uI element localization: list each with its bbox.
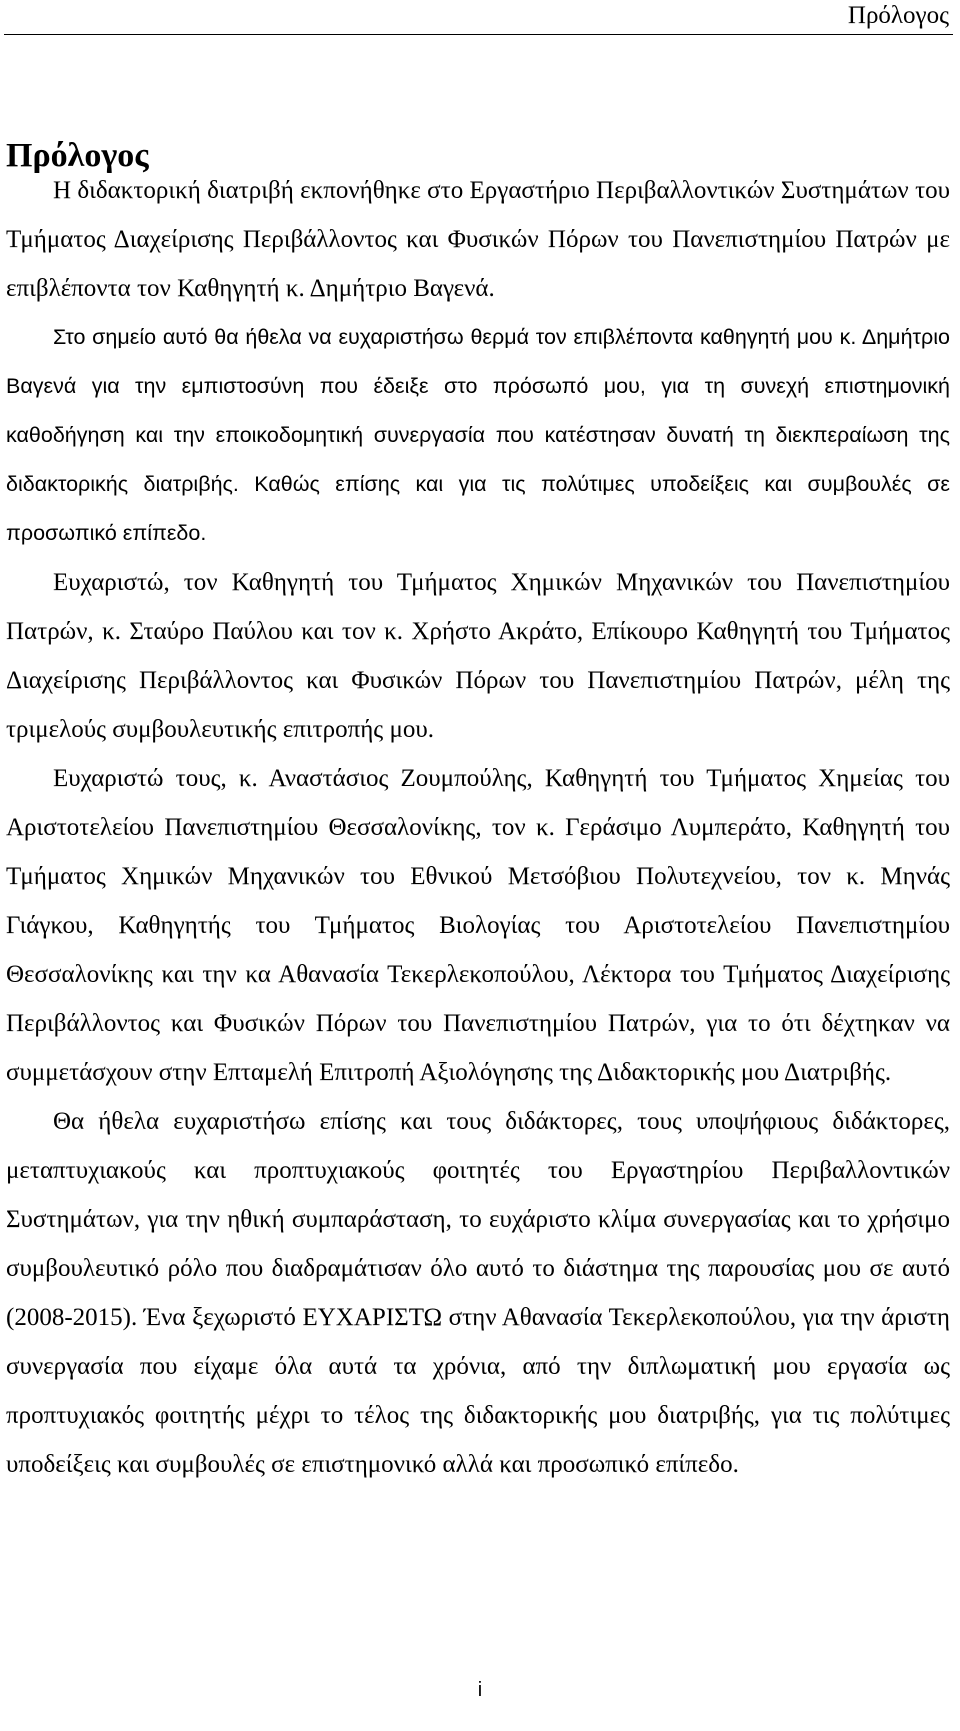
chapter-title: Πρόλογος xyxy=(6,137,149,174)
running-header xyxy=(4,0,953,35)
running-header-title: Πρόλογος xyxy=(847,2,949,29)
paragraph-thesis-intro: Η διδακτορική διατριβή εκπονήθηκε στο Εργαστήριο Περιβαλλοντικών Συστημάτων του Τμήματος Διαχείρισης Περιβάλλοντος και Φυσικών Πόρων του Πανεπιστημίου Πατρών με επιβλέποντα τον Καθηγητή κ. Δημήτριο Βαγενά. xyxy=(6,177,950,302)
paragraph-thanks-examiners: Ευχαριστώ τους, κ. Αναστάσιος Ζουμπούλης, Καθηγητή του Τμήματος Χημείας του Αριστοτελείου Πανεπιστημίου Θεσσαλονίκης, τον κ. Γεράσιμο Λυμπεράτο, Καθηγητή του Τμήματος Χημικών Μηχανικών του Εθνικού Μετσόβιου Πολυτεχνείου, τον κ. Μηνάς Γιάγκου, Καθηγητής του Τμήματος Βιολογίας του Αριστοτελείου Πανεπιστημίου Θεσσαλονίκης και την κα Αθανασία Τεκερλεκοπούλου, Λέκτορα του Τμήματος Διαχείρισης Περιβάλλοντος και Φυσικών Πόρων του Πανεπιστημίου Πατρών, για το ότι δέχτηκαν να συμμετάσχουν στην Επταμελή Επιτροπή Αξιολόγησης της Διδακτορικής μου Διατριβής. xyxy=(6,765,950,1086)
paragraph-thanks-colleagues: Θα ήθελα ευχαριστήσω επίσης και τους διδάκτορες, τους υποψήφιους διδάκτορες, μεταπτυχιακούς και προπτυχιακούς φοιτητές του Εργαστηρίου Περιβαλλοντικών Συστημάτων, για την ηθική συμπαράσταση, το ευχάριστο κλίμα συνεργασίας και το χρήσιμο συμβουλευτικό ρόλο που διαδραμάτισαν όλο αυτό το διάστημα της παρουσίας μου σε αυτό (2008-2015). Ένα ξεχωριστό ΕΥΧΑΡΙΣΤΩ στην Αθανασία Τεκερλεκοπούλου, για την άριστη συνεργασία που είχαμε όλα αυτά τα χρόνια, από την διπλωματική μου εργασία ως προπτυχιακός φοιτητής μέχρι το τέλος της διδακτορικής μου διατριβής, για τις πολύτιμες υποδείξεις και συμβουλές σε επιστημονικό αλλά και προσωπικό επίπεδο. xyxy=(6,1108,950,1478)
page-number: i xyxy=(477,1679,483,1701)
body-text xyxy=(6,166,950,1489)
paragraph-thanks-supervisor: Στο σημείο αυτό θα ήθελα να ευχαριστήσω θερμά τον επιβλέποντα καθηγητή μου κ. Δημήτριο Βαγενά για την εμπιστοσύνη που έδειξε στο πρόσωπό μου, για τη συνεχή επιστημονική καθοδήγηση και την εποικοδομητική συνεργασία που κατέστησαν δυνατή τη διεκπεραίωση της διδακτορικής διατριβής. Καθώς επίσης και για τις πολύτιμες υποδείξεις και συμβουλές σε προσωπικό επίπεδο. xyxy=(6,325,950,545)
paragraph-thanks-committee: Ευχαριστώ, τον Καθηγητή του Τμήματος Χημικών Μηχανικών του Πανεπιστημίου Πατρών, κ. Σταύρο Παύλου και τον κ. Χρήστο Ακράτο, Επίκουρο Καθηγητή του Τμήματος Διαχείρισης Περιβάλλοντος και Φυσικών Πόρων του Πανεπιστημίου Πατρών, μέλη της τριμελούς συμβουλευτικής επιτροπής μου. xyxy=(6,569,950,743)
